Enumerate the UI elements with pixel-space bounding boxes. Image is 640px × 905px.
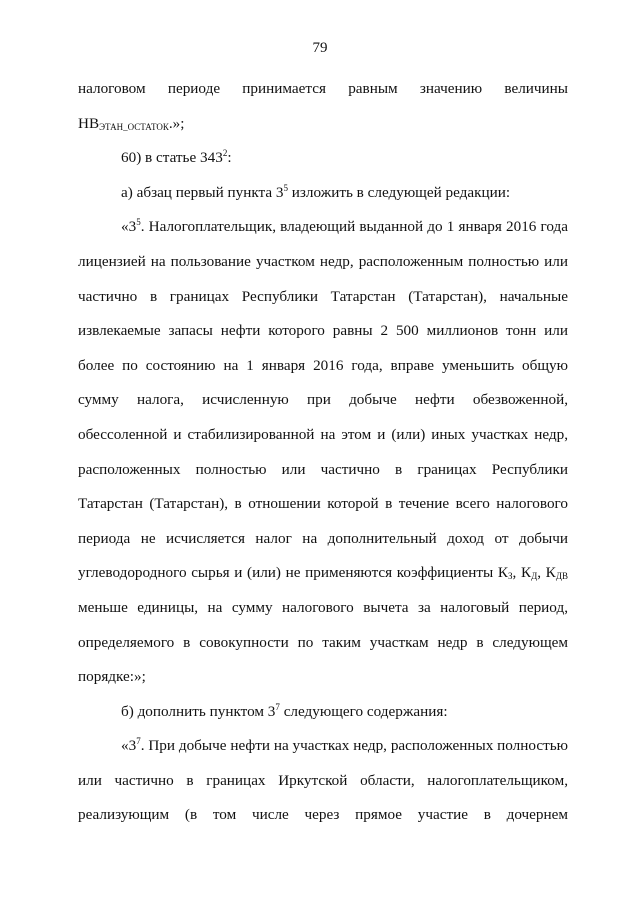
superscript-text: 5 (283, 182, 288, 193)
subscript-text: ДВ (555, 571, 568, 582)
subscript-text: Д (531, 571, 538, 582)
text-main: б) дополнить пунктом 3 (121, 702, 276, 720)
text-main: 60) в статье 343 (121, 149, 223, 167)
superscript-text: 5 (136, 217, 141, 228)
paragraph-clause-3-5 (78, 210, 568, 694)
text-head: «3 (121, 737, 137, 755)
superscript-text: 2 (222, 148, 228, 159)
text-head: «3 (121, 218, 137, 236)
text-sep: , К (512, 564, 532, 582)
list-item-a (78, 176, 568, 211)
text-body: . Налогоплательщик, владеющий выданной до 1 января 2016 года лицензией на пользование участком недр, расположенным полностью или частично в границах Республики Татарстан (Татарстан), начальные извлекаемые запасы нефти которого равны 2 500 миллионов тонн или более по состоянию на 1 января 2016 года, вправе уменьшить общую сумму налога, исчисленную при добыче нефти обезвоженной, обессоленной и стабилизированной на этом и (или) иных участках недр, расположенных полностью или частично в границах Республики Татарстан (Татарстан), в отношении которой в течение всего налогового периода не исчисляется налог на дополнительный доход от добычи углеводородного сырья и (или) не применяются коэффициенты К (78, 218, 568, 582)
text-sep: , К (537, 564, 556, 582)
text-tail: изложить в следующей редакции: (287, 183, 511, 201)
subscript-text: ЭТАН_ОСТАТОК (99, 121, 169, 132)
text-tail: : (227, 149, 232, 167)
page-number: 79 (312, 40, 328, 56)
text-main: НВ (78, 114, 100, 132)
list-item-b (78, 695, 568, 730)
text-end: меньше единицы, на сумму налогового вычета за налоговый период, определяемого в совокупности по таким участкам недр в следующем порядке:»; (78, 598, 568, 686)
subscript-text: З (508, 571, 513, 582)
text-main: а) абзац первый пункта 3 (121, 183, 284, 201)
superscript-text: 7 (136, 736, 141, 747)
text-tail: .»; (168, 114, 185, 132)
paragraph-continuation (78, 72, 568, 107)
list-item-60 (78, 141, 568, 176)
text-body: . При добыче нефти на участках недр, расположенных полностью или частично в границах Иркутской области, налогоплательщиком, реализующим (в том числе через прямое участие в дочернем (78, 737, 568, 824)
superscript-text: 7 (275, 701, 280, 712)
document-body (78, 72, 568, 833)
paragraph-continuation-end (78, 107, 568, 142)
text-tail: следующего содержания: (279, 702, 448, 720)
paragraph-clause-3-7 (78, 729, 568, 833)
text-line: налоговом периоде принимается равным значению величины (78, 80, 568, 97)
